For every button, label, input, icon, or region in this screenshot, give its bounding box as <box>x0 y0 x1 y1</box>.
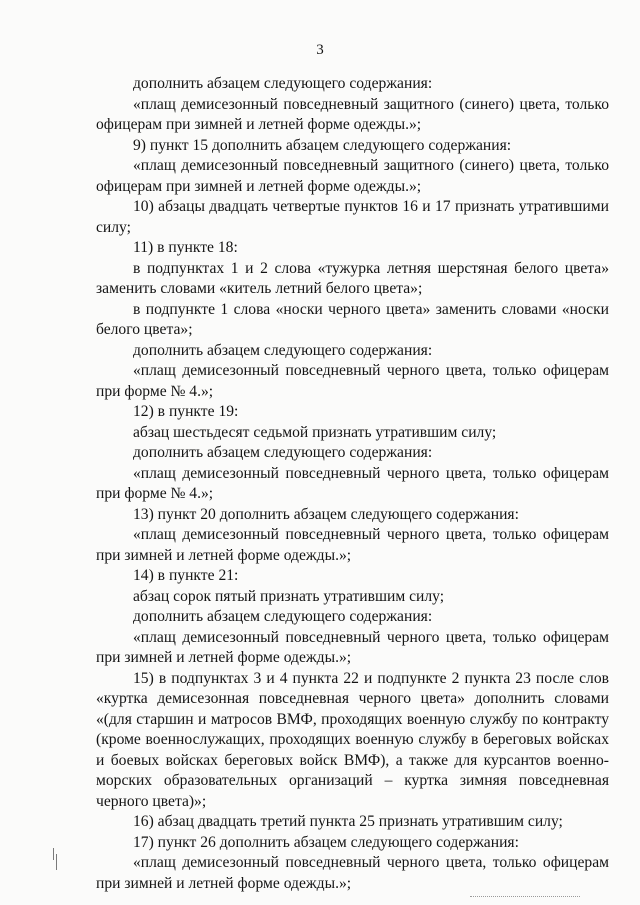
paragraph: «плащ демисезонный повседневный защитного (синего) цвета, только офицерам при зимней и летней форме одежды.»; <box>96 157 609 195</box>
paragraph: 16) абзац двадцать третий пункта 25 признать утратившим силу; <box>133 813 563 830</box>
page-number: 3 <box>316 42 324 58</box>
paragraph: 14) в пункте 21: <box>133 567 239 584</box>
paragraph: 17) пункт 26 дополнить абзацем следующего содержания: <box>133 833 519 851</box>
paragraph: в подпунктах 1 и 2 слова «тужурка летняя шерстяная белого цвета» заменить словами «китель летний белого цвета»; <box>96 259 609 297</box>
paragraph: «плащ демисезонный повседневный черного цвета, только офицерам при форме № 4.»; <box>96 362 609 400</box>
paragraph: 9) пункт 15 дополнить абзацем следующего содержания: <box>133 136 512 154</box>
paragraph: 10) абзацы двадцать четвертые пунктов 16 и 17 признать утратившими силу; <box>96 198 609 236</box>
scan-artifact <box>52 848 58 870</box>
paragraph: «плащ демисезонный повседневный черного цвета, только офицерам при форме № 4.»; <box>96 464 609 502</box>
paragraph: 11) в пункте 18: <box>133 239 238 256</box>
paragraph: «плащ демисезонный повседневный черного цвета, только офицерам при зимней и летней форме одежды.»; <box>96 854 609 892</box>
paragraph: 13) пункт 20 дополнить абзацем следующего содержания: <box>133 505 519 523</box>
paragraph: дополнить абзацем следующего содержания: <box>133 444 433 461</box>
scan-artifact-dots <box>470 896 580 898</box>
paragraph: «плащ демисезонный повседневный защитного (синего) цвета, только офицерам при зимней и летней форме одежды.»; <box>96 95 609 133</box>
paragraph: 15) в подпунктах 3 и 4 пункта 22 и подпункте 2 пункта 23 после слов «куртка демисезонная повседневная черного цвета» дополнить словами «(для старшин и матросов ВМФ, проходящих военную службу по контракту (кроме военнослужащих, проходящих военную службу в береговых войсках и боевых войсках береговых войск ВМФ), а также для курсантов военно-морских образовательных организаций – куртка зимняя повседневная черного цвета)»; <box>96 669 609 810</box>
paragraph: «плащ демисезонный повседневный черного цвета, только офицерам при зимней и летней форме одежды.»; <box>96 526 609 564</box>
paragraph: дополнить абзацем следующего содержания: <box>133 608 433 625</box>
paragraph: «плащ демисезонный повседневный черного цвета, только офицерам при зимней и летней форме одежды.»; <box>96 628 609 666</box>
paragraph: в подпункте 1 слова «носки черного цвета» заменить словами «носки белого цвета»; <box>96 300 609 338</box>
document-body <box>96 74 609 894</box>
paragraph: дополнить абзацем следующего содержания: <box>133 341 433 359</box>
paragraph: абзац сорок пятый признать утратившим силу; <box>133 587 445 605</box>
paragraph: дополнить абзацем следующего содержания: <box>133 75 433 92</box>
paragraph: 12) в пункте 19: <box>133 403 239 420</box>
paragraph: абзац шестьдесят седьмой признать утратившим силу; <box>133 423 497 441</box>
